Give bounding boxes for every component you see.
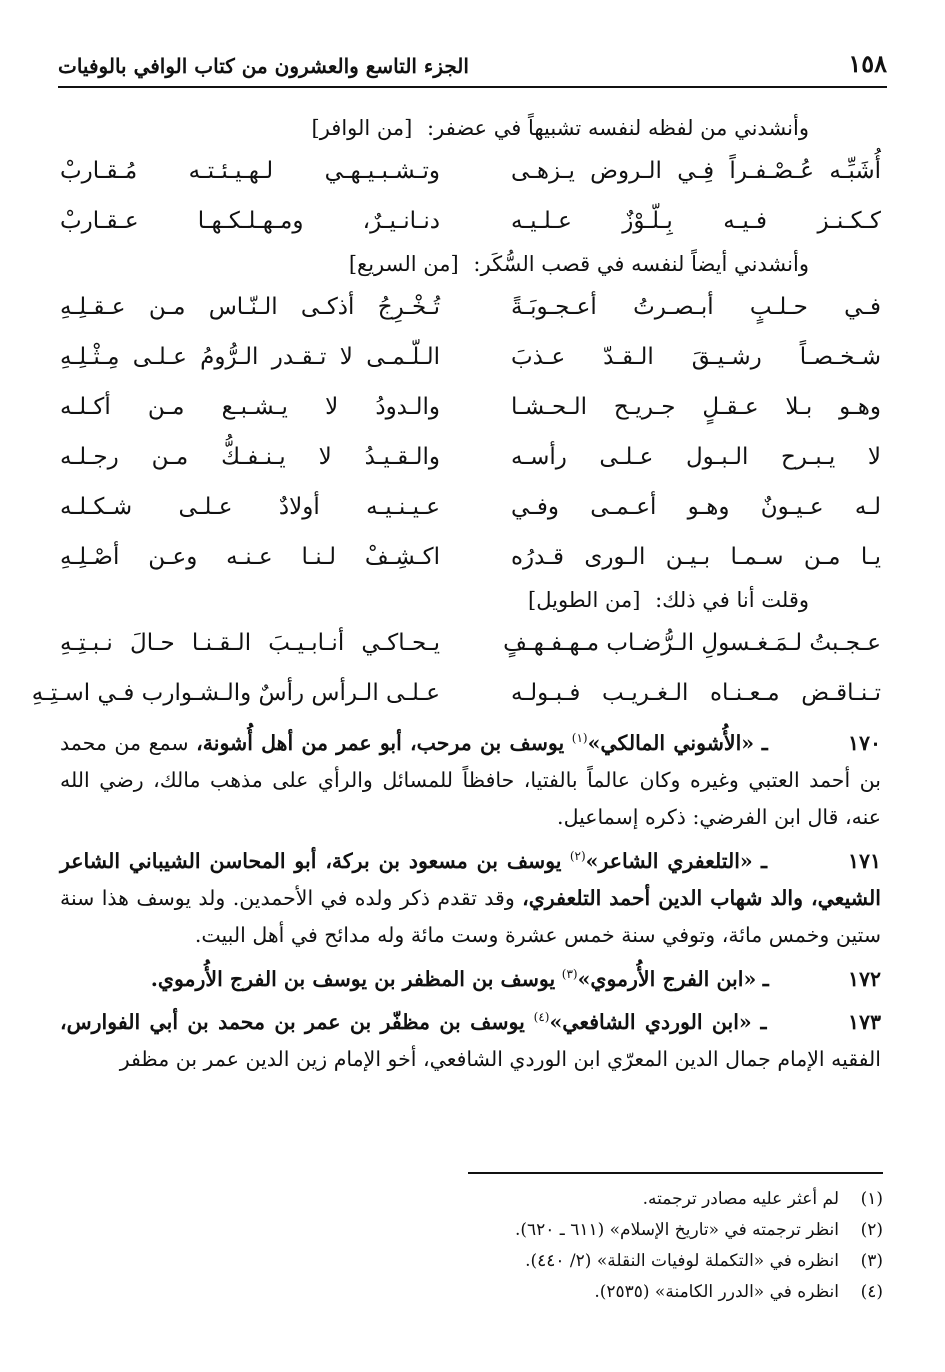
poem-intro-text: وأنشدني من لفظه لنفسه تشبيهاً في عضفر: [427,116,809,140]
footnote-ref: (١) [571,731,588,745]
entry-text: سمع من محمد بن أحمد العتبي وغيره وكان عالماً بالفتيا، حافظاً للمسائل والرأي على مذهب مالك، رضي الله عنه، قال ابن الفرضي: ذكره إسماعيل. [60,730,881,829]
verse-line [60,382,881,432]
entry-name: يوسف بن مسعود بن بركة، أبو المحاسن الشيباني الشاعر الشيعي، والد شهاب الدين أحمد التلعفري، [60,848,881,910]
footnote-number: (١) [860,1189,883,1209]
entry-name: يوسف بن مرحب، أبو عمر من أهل أُشونة، [196,730,565,755]
poem-intro [60,110,881,146]
poem-intro-text: وأنشدني أيضاً لنفسه في قصب السُّكَر: [473,252,809,276]
entry-text: وقد تقدم ذكر ولده في الأحمدين. ولد يوسف هذا سنة ستين وخمس مائة، وتوفي سنة خمس عشرة وست مائة وله مدائح في أهل البيت. [60,885,881,947]
hemistich-second: يـحـاكـي أنـابـيـبَ الـقـنـا حـالَ نـبـتِـهِ [60,630,440,656]
footnote-item [183,1184,883,1215]
footnote-number: (٤) [860,1282,883,1302]
hemistich-second: دنـانـيـرٌ، ومـهـلـكـهـا عـقـاربْ [60,208,440,234]
poem-meter: [من الوافر] [311,116,413,140]
biography-entry [60,720,881,836]
hemistich-first: لا يـبـرح الـبـول عـلـى رأسـه [511,444,881,470]
footnote-number: (٣) [860,1251,883,1271]
footnote-divider [468,1172,883,1174]
hemistich-second: عـلـى الـرأس رأسٌ والـشـوارب فـي اسـتِـهِ [31,680,440,706]
hemistich-second: والـقـيـدُ لا يـنـفـكُّ مـن رجـلـه [60,444,440,470]
hemistich-first: لـه عـيـونٌ وهـو أعـمـى وفـي [511,494,881,520]
verse-line [60,282,881,332]
hemistich-second: وتـشـبـيـهـي لـهـيـئـتـه مُـقـاربْ [60,158,440,184]
entry-name: يوسف بن مظفّر بن عمر بن محمد بن أبي الفوارس، [60,1010,525,1035]
main-text [31,110,881,1078]
entry-name: يوسف بن المظفر بن يوسف بن الفرج الأُرموي. [150,966,556,991]
footnote-number: (٢) [860,1220,883,1240]
entry-number: ١٧٠ ـ [761,730,881,755]
biography-entry [60,999,881,1078]
hemistich-second: تُـخْـرِجُ أذكـى الـنّـاس مـن عـقـلِـهِ [60,294,440,320]
hemistich-first: وهـو بـلا عـقـلٍ جـريـح الـحـشـا [511,394,881,420]
footnote-item [183,1215,883,1246]
verse-line [60,618,881,668]
footnote-text: انظره في «التكملة لوفيات النقلة» (٢/ ٤٤٠). [525,1251,839,1271]
entry-nisba: «الأُشوني المالكي» [587,730,755,755]
hemistich-first: يـا مـن سـمـا بـيـن الـورى قـدرُه [511,544,881,570]
hemistich-second: والـدودُ لا يـشـبـع مـن أكـلـه [60,394,440,420]
verse-line [60,332,881,382]
biography-entry [60,956,881,998]
verse-line [60,146,881,196]
entry-text: الفقيه الإمام جمال الدين المعرّي ابن الوردي الشافعي، أخو الإمام زين الدين عمر بن مظفر [119,1047,881,1072]
footnote-text: انظر ترجمته في «تاريخ الإسلام» (٦١١ ـ ٦٢٠). [514,1220,839,1240]
poem-intro [60,582,881,618]
footnote-item [183,1246,883,1277]
verse-line [60,482,881,532]
running-header [58,48,887,88]
footnote-ref: (٤) [533,1010,550,1025]
footnote-text: انظره في «الدرر الكامنة» (٢٥٣٥). [594,1282,839,1302]
verse-line [60,196,881,246]
poem-meter: [من السريع] [348,252,459,276]
entry-number: ١٧٢ ـ [762,966,881,991]
hemistich-second: الـلّـمـى لا تـقـدر الـرُّومُ عـلـى مِـثْـلِـهِ [60,344,440,370]
hemistich-first: أُشَبِّـه عُـصْـفـراً فِـي الـروض يـزهـى [511,158,881,184]
poem-meter: [من الطويل] [528,588,641,612]
footnote-ref: (٣) [561,966,578,981]
footnote-ref: (٢) [569,848,586,863]
footnote-item [183,1277,883,1308]
hemistich-first: كـكـنـز فـيـه بِـلّـوْزٌ عـلـيـه [511,208,881,234]
hemistich-first: تـنـاقـض مـعـنـاه الـغـريـب فـبـولـه [511,680,881,706]
book-title: الجزء التاسع والعشرون من كتاب الوافي بالوفيات [58,54,469,78]
hemistich-first: عـجـبتُ لـمَـغـسولِ الـرُّضـاب مـهـفـهـفٍ [503,630,881,656]
entry-number: ١٧٣ ـ [760,1010,881,1035]
verse-line [60,432,881,482]
footnotes [183,1184,883,1308]
entry-nisba: «ابن الفرج الأُرموي» [577,966,757,991]
biography-entry [60,838,881,954]
footnote-text: لم أعثر عليه مصادر ترجمته. [642,1189,839,1209]
poem-intro-text: وقلت أنا في ذلك: [655,588,809,612]
poem-intro [60,246,881,282]
entry-number: ١٧١ ـ [761,848,881,873]
page-number: ١٥٨ [848,49,887,78]
hemistich-first: شـخـصـاً رشـيـقَ الـقـدّ عـذبَ [511,344,881,370]
verse-line [60,532,881,582]
hemistich-first: فـي حـلـبٍ أبـصـرتُ أعـجـوبَـةً [511,294,881,320]
hemistich-second: اكـشِـفْ لـنـا عـنـه وعـن أصْـلِـهِ [60,544,440,570]
entry-nisba: «التلعفري الشاعر» [585,848,753,873]
hemistich-second: عـيـنـيـه أولادٌ عـلـى شـكـلـه [60,494,440,520]
verse-line [31,668,881,718]
entry-nisba: «ابن الوردي الشافعي» [549,1010,752,1035]
